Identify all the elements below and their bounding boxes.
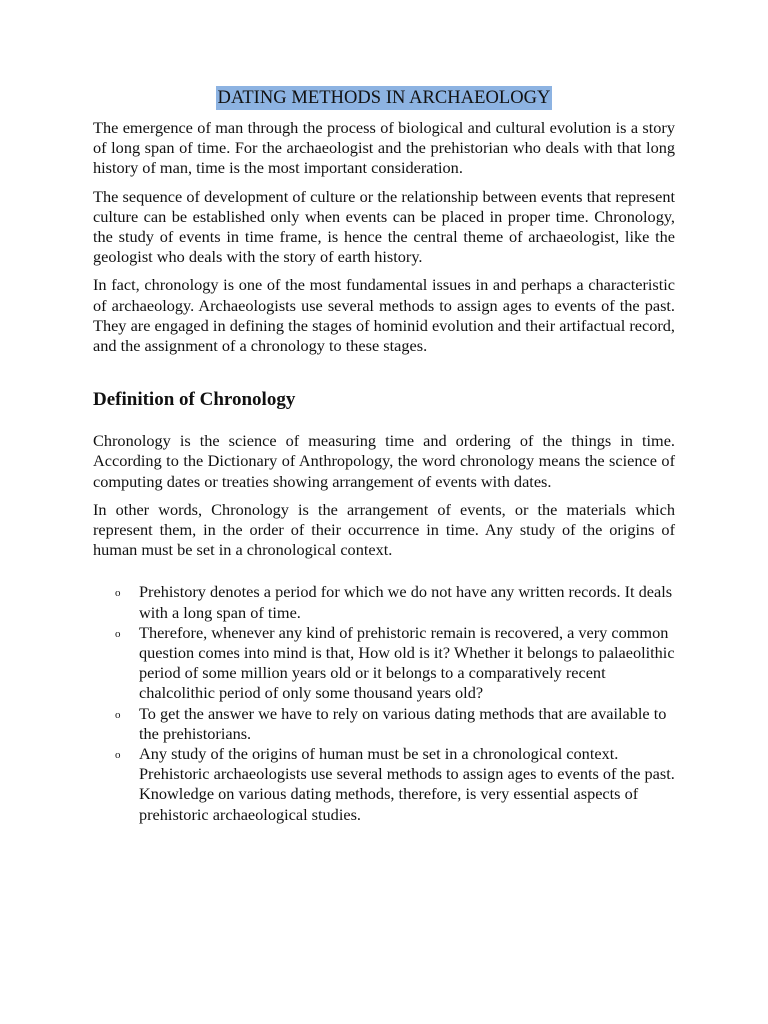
intro-paragraph-2: The sequence of development of culture or the relationship between events that represent culture can be established only when events can be placed in proper time. Chronology, the study of events in time frame, is hence the central theme of archaeologist, like the geologist who deals with the story of earth history. <box>93 186 675 267</box>
document-title: DATING METHODS IN ARCHAEOLOGY <box>217 88 551 108</box>
title-block <box>93 86 675 110</box>
definition-paragraph-1: Chronology is the science of measuring time and ordering of the things in time. According to the Dictionary of Anthropology, the word chronology means the science of computing dates or treaties showing arrangement of events with dates. <box>93 431 675 491</box>
bullet-item <box>93 582 675 622</box>
bullet-marker-icon: o <box>115 627 121 640</box>
bullet-text: Prehistory denotes a period for which we do not have any written records. It deals with a long span of time. <box>139 582 673 622</box>
bullet-marker-icon: o <box>115 587 121 600</box>
bullet-text: Therefore, whenever any kind of prehistoric remain is recovered, a very common question comes into mind is that, How old is it? Whether it belongs to palaeolithic period of some million years old or it belongs to a comparatively recent chalcolithic period of only some thousand years old? <box>139 622 675 703</box>
bullet-item <box>93 704 675 744</box>
bullet-item <box>93 744 675 825</box>
section-heading: Definition of Chronology <box>93 389 296 411</box>
bullet-item <box>93 623 675 704</box>
document-page <box>93 86 675 825</box>
intro-paragraph-1: The emergence of man through the process of biological and cultural evolution is a story of long span of time. For the archaeologist and the prehistorian who deals with that long history of man, time is the most important consideration. <box>93 118 675 178</box>
bullet-text: To get the answer we have to rely on various dating methods that are available to the prehistorians. <box>139 703 667 743</box>
bullet-marker-icon: o <box>115 749 121 762</box>
definition-paragraph-2: In other words, Chronology is the arrangement of events, or the materials which represent them, in the order of their occurrence in time. Any study of the origins of human must be set in a chronological context. <box>93 499 675 560</box>
bullet-list <box>93 582 675 824</box>
bullet-text: Any study of the origins of human must be set in a chronological context. Prehistoric archaeologists use several methods to assign ages to events of the past. Knowledge on various dating methods, therefore, is very essential aspects of prehistoric archaeological studies. <box>139 744 675 824</box>
intro-paragraph-3: In fact, chronology is one of the most fundamental issues in and perhaps a characteristic of archaeology. Archaeologists use several methods to assign ages to events of the past. They are engaged in defining the stages of hominid evolution and their artifactual record, and the assignment of a chronology to these stages. <box>93 275 675 356</box>
bullet-marker-icon: o <box>115 708 121 721</box>
